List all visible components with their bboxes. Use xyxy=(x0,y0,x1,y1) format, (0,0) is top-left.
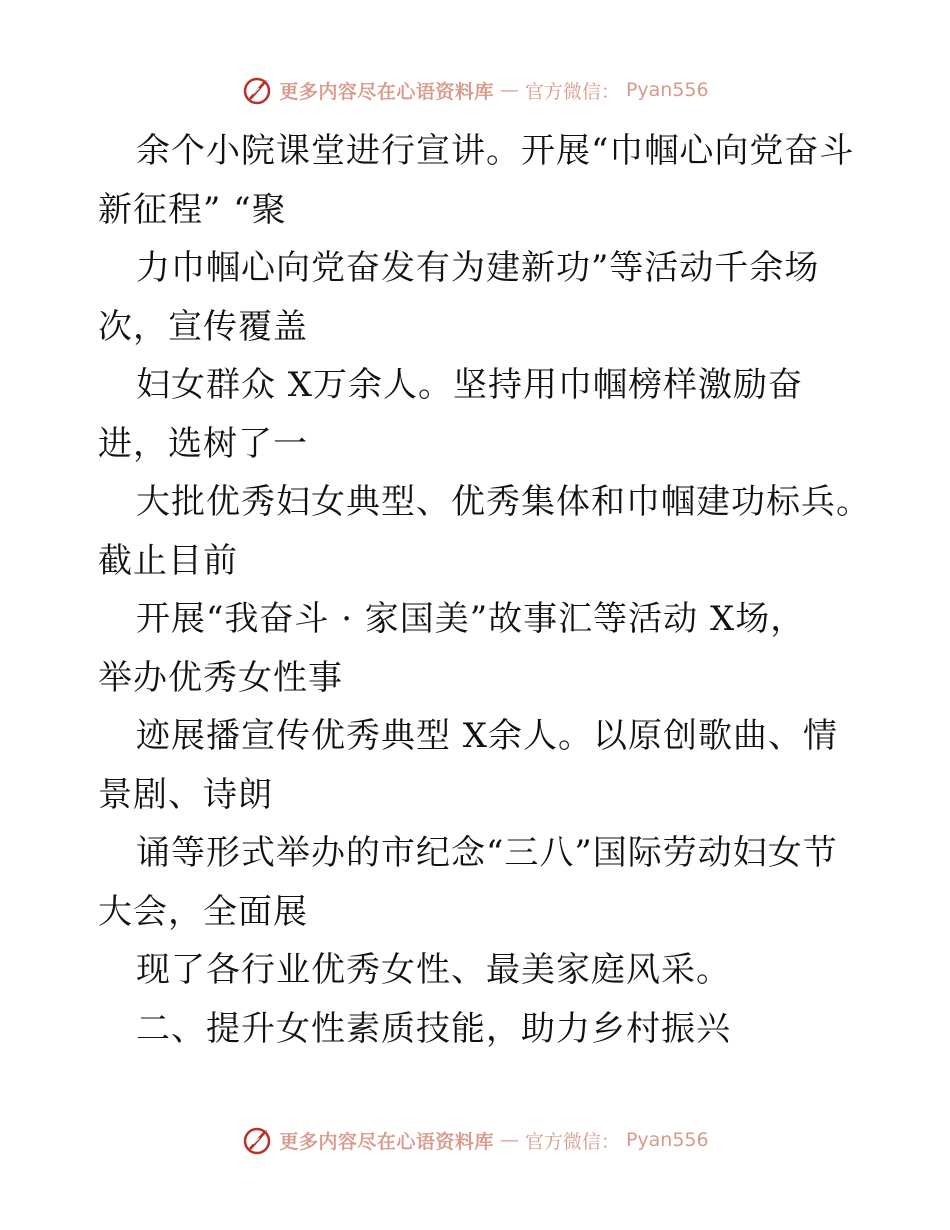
quill-logo-icon xyxy=(241,1124,273,1156)
header-watermark xyxy=(0,70,950,110)
body-line: 迹展播宣传优秀典型 X余人。以原创歌曲、情 xyxy=(136,716,839,756)
document-body xyxy=(98,122,898,1058)
body-line: 举办优秀女性事 xyxy=(98,657,343,698)
quill-logo-icon xyxy=(241,74,273,106)
body-line: 次，宣传覆盖 xyxy=(98,306,308,347)
watermark-text: 更多内容尽在心语资料库 xyxy=(279,1130,494,1153)
watermark-wechat-label: 官方微信： xyxy=(524,1130,620,1153)
body-line: 现了各行业优秀女性、最美家庭风采。 xyxy=(136,950,731,990)
body-line: 新征程” “聚 xyxy=(98,189,287,230)
body-line: 截止目前 xyxy=(98,540,238,581)
body-line: 开展“我奋斗 · 家国美”故事汇等活动 X场， xyxy=(136,599,806,639)
watermark-dash: — xyxy=(499,1129,519,1151)
watermark-wechat-id: Pyan556 xyxy=(625,1129,709,1151)
body-line: 余个小院课堂进行宣讲。开展“巾帼心向党奋斗 xyxy=(136,131,855,171)
watermark-dash: — xyxy=(499,79,519,101)
body-line: 力巾帼心向党奋发有为建新功”等活动千余场 xyxy=(136,248,820,288)
body-line: 景剧、诗朗 xyxy=(98,774,273,815)
watermark-wechat-id: Pyan556 xyxy=(625,79,709,101)
watermark-text: 更多内容尽在心语资料库 xyxy=(279,80,494,103)
body-line: 诵等形式举办的市纪念“三八”国际劳动妇女节 xyxy=(136,833,838,873)
body-line: 妇女群众 X万余人。坚持用巾帼榜样激励奋 xyxy=(136,365,804,405)
watermark-wechat-label: 官方微信： xyxy=(524,80,620,103)
body-line: 大批优秀妇女典型、优秀集体和巾帼建功标兵。 xyxy=(136,482,871,522)
body-line: 进，选树了一 xyxy=(98,423,308,464)
section-heading: 二、提升女性素质技能，助力乡村振兴 xyxy=(136,1008,731,1049)
body-line: 大会，全面展 xyxy=(98,891,308,932)
footer-watermark xyxy=(0,1120,950,1160)
